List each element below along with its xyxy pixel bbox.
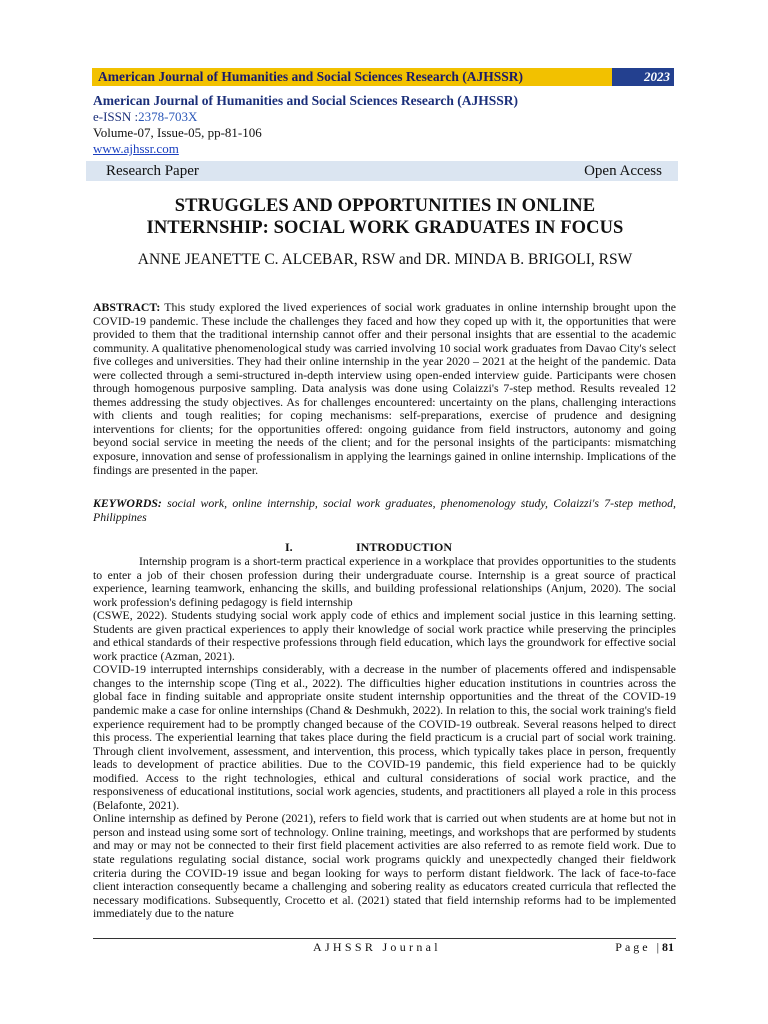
meta-volume: Volume-07, Issue-05, pp-81-106 [93,125,262,140]
footer-page [615,940,674,955]
paper-title [90,195,680,239]
header-journal-name: American Journal of Humanities and Social Sciences Research (AJHSSR) [92,68,612,86]
meta-issn [93,109,518,125]
header-year: 2023 [612,68,674,86]
page-label: Page | [615,940,662,954]
issn-value: 2378-703X [138,109,198,124]
journal-header-bar [92,68,674,86]
introduction-body [93,555,676,921]
page-number: 81 [662,940,674,954]
abstract-text: This study explored the lived experiences of social work graduates in online internship brought upon the COVID-19 pandemic. These include the challenges they faced and how they coped up with it, the opportunities that were provided to them that the traditional internship cannot offer and their personal insights that are essential to the academic community. A qualitative phenomenological study was carried involving 10 social work graduates from Davao City's select five colleges and universities. They had their online internship in the year 2020 – 2021 at the height of the pandemic. Data were collected through a semi-structured in-depth interview using open-ended interview guide. Participants were chosen through homogenous purposive sampling. Data analysis was done using Colaizzi's 7-step method. Results revealed 12 themes addressing the study objectives. As for challenges encountered: uncertainty on the plans, challenging interactions with clients and tough realities; for coping mechanisms: self-preparations, exercise of prudence and designing interventions for clients; for the opportunities offered: ongoing guidance from field instructors, autonomy and going beyond social service in meeting the needs of the client; and for the personal insights of the participants: mismatching exposure, innovation and sense of professionalism in applying the learnings gained in online internship. Implications of the findings are presented in the paper. [93,300,676,477]
intro-paragraph: (CSWE, 2022). Students studying social work apply code of ethics and implement social justice in this learning setting. Students are given practical experiences to apply their knowledge of social work practice while preserving the principles and ethical standards of their respective professions through field education, which lays the groundwork for effective social work practice (Azman, 2021). [93,608,676,663]
footer-journal: AJHSSR Journal [313,940,441,954]
intro-paragraph: Internship program is a short-term practical experience in a workplace that provides opportunities to the students to enter a job of their chosen profession during their undergraduate course. Internship is a great source of practical experience, learning teamwork, enhancing the skills, and building professional relationships (Anjum, 2020). The social work profession's defining pedagogy is field internship [93,554,676,609]
section-title: INTRODUCTION [356,540,453,554]
author-list: ANNE JEANETTE C. ALCEBAR, RSW and DR. MINDA B. BRIGOLI, RSW [137,251,633,268]
footer-rule [93,938,676,939]
section-number: I. [285,540,293,554]
intro-paragraph: Online internship as defined by Perone (2021), refers to field work that is carried out when students are at home but not in person and instead using some sort of technology. Online training, meetings, and workshops that are performed by students and may or may not be connected to their first field placement activities are also referred to as remote field work. Due to state regulations regulating social distance, social work programs quickly and unexpectedly changed their fieldwork criteria during the COVID-19 issue and began looking for ways to perform distant fieldwork. The lack of face-to-face client interaction consequently became a challenging and sobering reality as educators created curricula that reflected the necessary modifications. Subsequently, Crocetto et al. (2021) stated that field internship reforms had to be implemented immediately due to the nature [93,811,676,921]
title-line-2: INTERNSHIP: SOCIAL WORK GRADUATES IN FOCUS [146,218,624,238]
title-line-1: STRUGGLES AND OPPORTUNITIES IN ONLINE [174,196,596,216]
meta-journal-name: American Journal of Humanities and Social Sciences Research (AJHSSR) [93,93,518,108]
abstract-label: ABSTRACT: [93,300,161,314]
paper-type-bar [86,161,678,181]
keywords-label: KEYWORDS: [93,496,162,510]
access-label: Open Access [584,162,662,179]
page-footer [93,940,676,954]
paper-type-label: Research Paper [106,162,199,179]
journal-meta [93,93,518,157]
journal-link[interactable]: www.ajhssr.com [93,141,179,156]
abstract [93,301,676,477]
keywords [93,497,676,524]
keywords-text: social work, online internship, social work graduates, phenomenology study, Colaizzi's 7-step method, Philippines [93,496,677,524]
intro-paragraph: COVID-19 interrupted internships considerably, with a decrease in the number of placements offered and indispensable changes to the internship scope (Ting et al., 2022). The difficulties higher education institutions in countries across the global face in finding suitable and appropriate onsite student internship opportunities and the threat of the COVID-19 pandemic make a case for online internships (Chand & Deshmukh, 2022). In relation to this, the social work training's field experience requirement had to be promptly changed because of the COVID-19 outbreak. Several reasons helped to direct this process. The experiential learning that takes place during the field practicum is a crucial part of social work training. Through client involvement, assessment, and intervention, this process, which typically takes place in person, frequently leads to development of practice abilities. Due to the COVID-19 pandemic, this field experience had to be quickly modified. Access to the right technologies, ethical and cultural considerations of social work practice, and the responsiveness of educational institutions, social work agencies, students, and practitioners all played a role in this process (Belafonte, 2021). [93,662,676,812]
issn-label: e-ISSN : [93,109,139,124]
